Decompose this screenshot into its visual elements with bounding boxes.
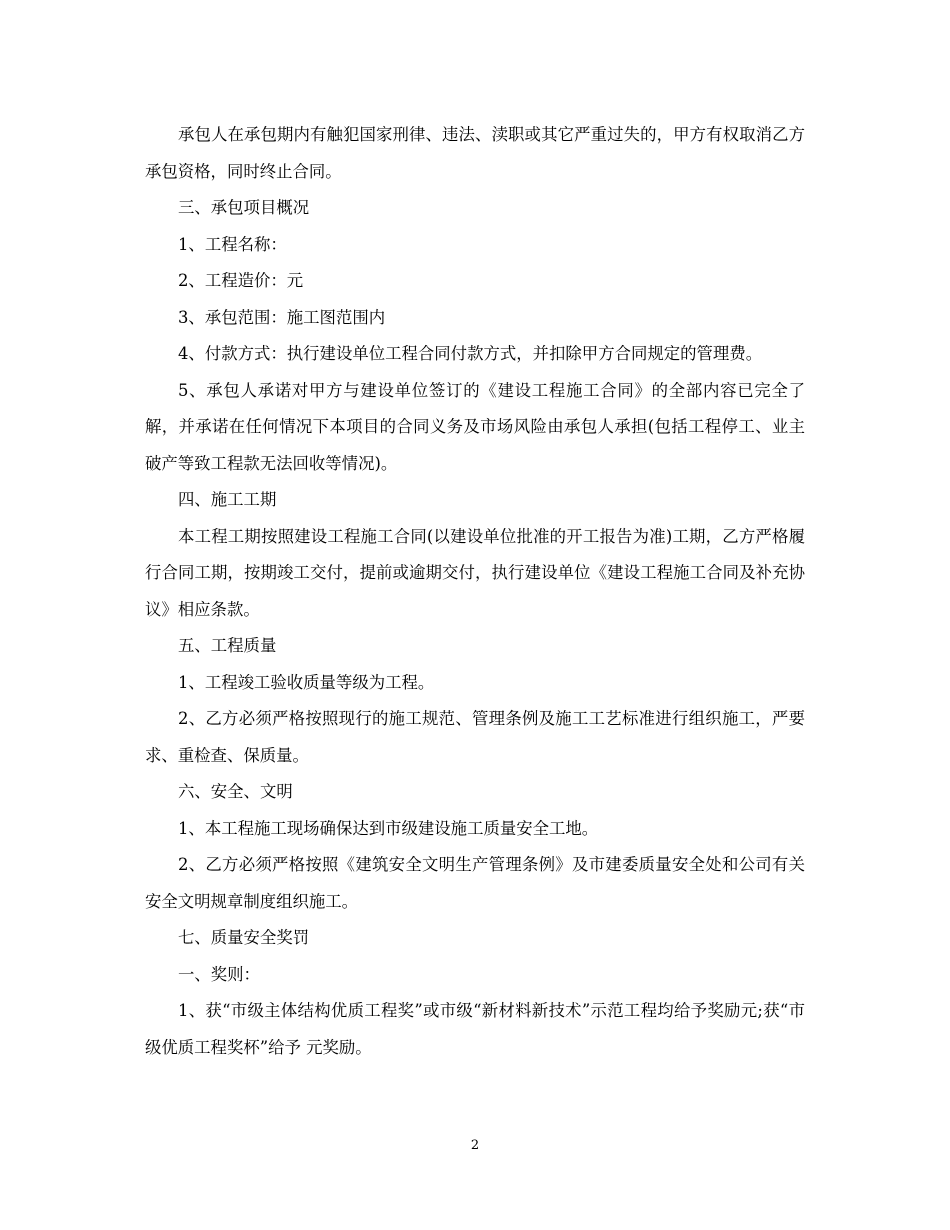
item-reward-awards: 1、获“市级主体结构优质工程奖”或市级“新材料新技术”示范工程均给予奖励元;获“市级优质工程奖杯”给予 元奖励。: [145, 1001, 805, 1057]
item-contract-scope: 3、承包范围：施工图范围内: [178, 307, 386, 327]
subheading-rewards: 一、奖则：: [178, 964, 260, 984]
item-payment-method: 4、付款方式：执行建设单位工程合同付款方式，并扣除甲方合同规定的管理费。: [178, 344, 763, 363]
page-number: 2: [470, 1138, 480, 1153]
item-safety-regulations: 2、乙方必须严格按照《建筑安全文明生产管理条例》及市建委质量安全处和公司有关安全文明规章制度组织施工。: [145, 855, 805, 911]
paragraph-termination-clause: 承包人在承包期内有触犯国家刑律、违法、渎职或其它严重过失的，甲方有权取消乙方承包资格，同时终止合同。: [145, 125, 805, 181]
item-safety-site: 1、本工程施工现场确保达到市级建设施工质量安全工地。: [178, 818, 599, 838]
item-quality-grade: 1、工程竣工验收质量等级为工程。: [178, 672, 435, 692]
section-heading-project-quality: 五、工程质量: [178, 636, 277, 655]
item-project-name: 1、工程名称：: [178, 234, 287, 254]
section-heading-project-overview: 三、承包项目概况: [178, 198, 310, 217]
item-project-cost: 2、工程造价：元: [178, 271, 304, 290]
document-body: [145, 117, 805, 1066]
section-heading-rewards-penalties: 七、质量安全奖罚: [178, 928, 310, 947]
section-heading-safety-civility: 六、安全、文明: [178, 782, 293, 801]
item-quality-standards: 2、乙方必须严格按照现行的施工规范、管理条例及施工工艺标准进行组织施工，严要求、重检查、保质量。: [145, 709, 805, 765]
item-contractor-commitment: 5、承包人承诺对甲方与建设单位签订的《建设工程施工合同》的全部内容已完全了解，并承诺在任何情况下本项目的合同义务及市场风险由承包人承担(包括工程停工、业主破产等致工程款无法回收等情况)。: [145, 380, 805, 473]
section-heading-construction-period: 四、施工工期: [178, 490, 277, 509]
paragraph-construction-period: 本工程工期按照建设工程施工合同(以建设单位批准的开工报告为准)工期，乙方严格履行合同工期，按期竣工交付，提前或逾期交付，执行建设单位《建设工程施工合同及补充协议》相应条款。: [145, 526, 805, 619]
